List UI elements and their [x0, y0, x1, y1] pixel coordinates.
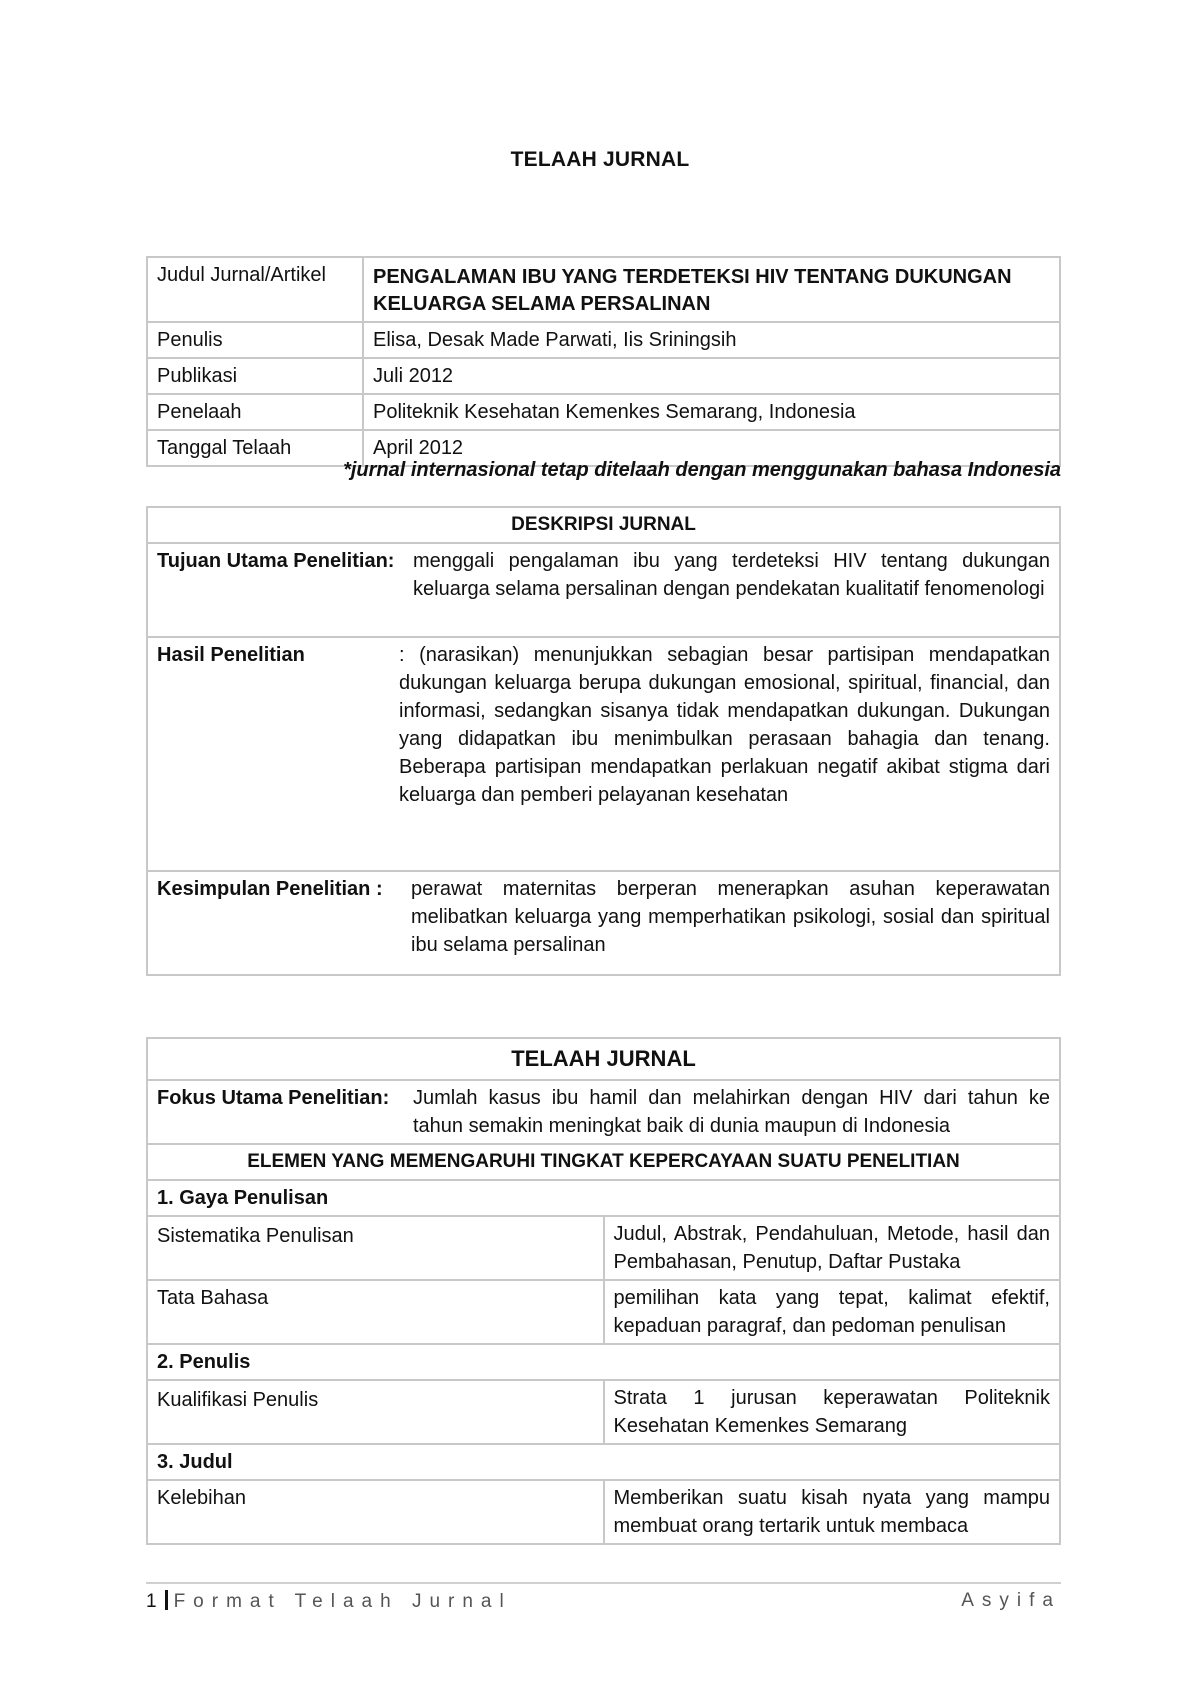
fokus-cell: [147, 1080, 1060, 1144]
elemen-header: ELEMEN YANG MEMENGARUHI TINGKAT KEPERCAYAAN SUATU PENELITIAN: [147, 1144, 1060, 1180]
table-row: [147, 543, 1060, 637]
table-row: [147, 1444, 1060, 1480]
tata-bahasa-text: pemilihan kata yang tepat, kalimat efektif, kepaduan paragraf, dan pedoman penulisan: [604, 1280, 1061, 1344]
sistematika-label: Sistematika Penulisan: [147, 1216, 604, 1280]
telaah-header: TELAAH JURNAL: [147, 1038, 1060, 1080]
kualifikasi-label: Kualifikasi Penulis: [147, 1380, 604, 1444]
info-value-tanggal: April 2012: [363, 430, 1060, 466]
info-value-judul: PENGALAMAN IBU YANG TERDETEKSI HIV TENTANG DUKUNGAN KELUARGA SELAMA PERSALINAN: [363, 257, 1060, 322]
journal-info-table: [146, 256, 1061, 467]
table-row: [147, 1144, 1060, 1180]
section-judul: 3. Judul: [147, 1444, 1060, 1480]
tujuan-label: Tujuan Utama Penelitian:: [157, 550, 395, 572]
kelebihan-text: Memberikan suatu kisah nyata yang mampu membuat orang tertarik untuk membaca: [604, 1480, 1061, 1544]
sistematika-text: Judul, Abstrak, Pendahuluan, Metode, hasil dan Pembahasan, Penutup, Daftar Pustaka: [604, 1216, 1061, 1280]
table-row: [147, 1280, 1060, 1344]
page-title: TELAAH JURNAL: [510, 148, 690, 171]
deskripsi-header: DESKRIPSI JURNAL: [147, 507, 1060, 543]
table-row: [147, 1380, 1060, 1444]
hasil-text: : (narasikan) menunjukkan sebagian besar partisipan mendapatkan dukungan keluarga berupa dukungan emosional, spiritual, financial, dan informasi, sedangkan sisanya tidak mendapatkan dukungan. Dukungan yang didapatkan ibu menimbulkan perasaan bahagia dan tenang. Beberapa partisipan mendapatkan perlakuan negatif akibat stigma dari keluarga dan pemberi pelayanan kesehatan: [399, 644, 1050, 806]
kesimpulan-cell: [147, 871, 1060, 975]
info-label-judul: Judul Jurnal/Artikel: [147, 257, 363, 322]
table-row: [147, 322, 1060, 358]
footer-author: Asyifa: [961, 1590, 1061, 1611]
info-label-tanggal: Tanggal Telaah: [147, 430, 363, 466]
deskripsi-table: [146, 506, 1061, 976]
table-row: [147, 637, 1060, 871]
info-value-publikasi: Juli 2012: [363, 358, 1060, 394]
language-note: *jurnal internasional tetap ditelaah dengan menggunakan bahasa Indonesia: [343, 459, 1061, 481]
table-row: [147, 1344, 1060, 1380]
kualifikasi-text: Strata 1 jurusan keperawatan Politeknik Kesehatan Kemenkes Semarang: [604, 1380, 1061, 1444]
tata-bahasa-label: Tata Bahasa: [147, 1280, 604, 1344]
hasil-label: Hasil Penelitian: [157, 644, 305, 666]
footer-doc-title: Format Telaah Jurnal: [173, 1591, 512, 1612]
fokus-text: Jumlah kasus ibu hamil dan melahirkan dengan HIV dari tahun ke tahun semakin meningkat baik di dunia maupun di Indonesia: [413, 1087, 1050, 1137]
table-row: [147, 1216, 1060, 1280]
info-label-penelaah: Penelaah: [147, 394, 363, 430]
kesimpulan-text: perawat maternitas berperan menerapkan asuhan keperawatan melibatkan keluarga yang memperhatikan psikologi, sosial dan spiritual ibu selama persalinan: [411, 878, 1050, 956]
info-value-penelaah: Politeknik Kesehatan Kemenkes Semarang, Indonesia: [363, 394, 1060, 430]
kesimpulan-label: Kesimpulan Penelitian :: [157, 878, 383, 900]
table-row: [147, 257, 1060, 322]
table-row: [147, 1038, 1060, 1080]
info-label-publikasi: Publikasi: [147, 358, 363, 394]
table-row: [147, 871, 1060, 975]
tujuan-cell: [147, 543, 1060, 637]
table-row: [147, 358, 1060, 394]
hasil-cell: [147, 637, 1060, 871]
table-row: [147, 1480, 1060, 1544]
footer-divider: [165, 1590, 168, 1610]
table-row: [147, 1180, 1060, 1216]
tujuan-text: menggali pengalaman ibu yang terdeteksi HIV tentang dukungan keluarga selama persalinan dengan pendekatan kualitatif fenomenologi: [413, 550, 1050, 600]
fokus-label: Fokus Utama Penelitian:: [157, 1087, 390, 1109]
info-value-penulis: Elisa, Desak Made Parwati, Iis Sriningsih: [363, 322, 1060, 358]
table-row: [147, 1080, 1060, 1144]
page-footer: [146, 1582, 1061, 1613]
table-row: [147, 507, 1060, 543]
kelebihan-label: Kelebihan: [147, 1480, 604, 1544]
section-penulis: 2. Penulis: [147, 1344, 1060, 1380]
table-row: [147, 394, 1060, 430]
section-gaya-penulisan: 1. Gaya Penulisan: [147, 1180, 1060, 1216]
info-label-penulis: Penulis: [147, 322, 363, 358]
page-number: 1: [146, 1591, 157, 1612]
telaah-table: [146, 1037, 1061, 1545]
